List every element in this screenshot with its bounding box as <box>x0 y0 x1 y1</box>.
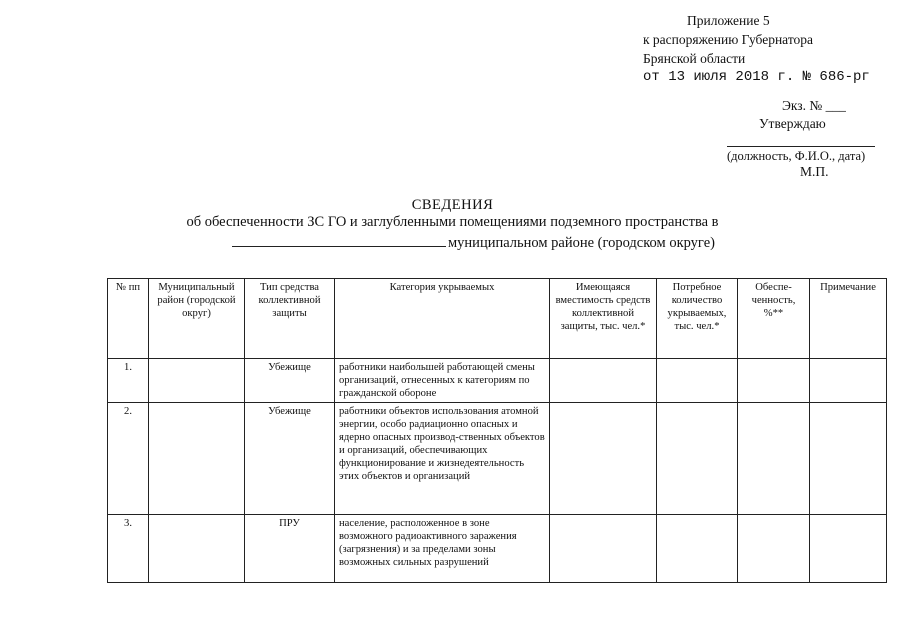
row-provision <box>738 359 810 403</box>
table-row <box>108 403 887 515</box>
annex-block <box>643 11 870 87</box>
row-note <box>810 403 887 515</box>
annex-title: Приложение 5 <box>687 13 770 28</box>
annex-date-number: от 13 июля 2018 г. № 686-рг <box>643 69 870 85</box>
row-note <box>810 515 887 583</box>
row-capacity <box>550 515 657 583</box>
row-protection-type: ПРУ <box>245 515 335 583</box>
signature-line <box>727 146 875 147</box>
row-protection-type: Убежище <box>245 359 335 403</box>
row-needed <box>657 359 738 403</box>
row-capacity <box>550 359 657 403</box>
row-provision <box>738 403 810 515</box>
district-blank <box>232 232 446 247</box>
shelter-table <box>107 278 887 583</box>
row-needed <box>657 515 738 583</box>
header-category: Категория укрываемых <box>335 279 550 359</box>
row-category: работники объектов использования атомной энергии, особо радиационно опасных и ядерно опасных производ-ственных объектов и организаций, обеспечивающих функционирование и жизнедеятельность этих объектов и организаций <box>335 403 550 515</box>
table-row <box>108 515 887 583</box>
row-category: работники наибольшей работающей смены организаций, отнесенных к категориям по гражданской обороне <box>335 359 550 403</box>
header-needed: Потребное количество укрываемых, тыс. чел.* <box>657 279 738 359</box>
annex-region: Брянской области <box>643 51 746 66</box>
header-num: № пп <box>108 279 149 359</box>
row-num: 2. <box>108 403 149 515</box>
annex-order-ref: к распоряжению Губернатора <box>643 32 814 47</box>
row-needed <box>657 403 738 515</box>
approval-label: Утверждаю <box>759 116 826 131</box>
district-caption: муниципальном районе (городском округе) <box>448 235 715 251</box>
row-district <box>149 403 245 515</box>
row-note <box>810 359 887 403</box>
header-provision: Обеспе-ченность, %** <box>738 279 810 359</box>
header-note: Примечание <box>810 279 887 359</box>
row-district <box>149 359 245 403</box>
document-heading: СВЕДЕНИЯ <box>411 197 494 213</box>
row-num: 3. <box>108 515 149 583</box>
document-subtitle: об обеспеченности ЗС ГО и заглубленными помещениями подземного пространства в <box>186 214 719 230</box>
row-num: 1. <box>108 359 149 403</box>
copy-number: Экз. № ___ <box>782 98 846 113</box>
header-protection-type: Тип средства коллективной защиты <box>245 279 335 359</box>
row-protection-type: Убежище <box>245 403 335 515</box>
table-row <box>108 359 887 403</box>
row-capacity <box>550 403 657 515</box>
seal-place: М.П. <box>800 164 829 179</box>
row-category: население, расположенное в зоне возможного радиоактивного заражения (загрязнения) и за пределами зоны возможных сильных разрушений <box>335 515 550 583</box>
header-district: Муниципальный район (городской округ) <box>149 279 245 359</box>
row-provision <box>738 515 810 583</box>
signature-hint: (должность, Ф.И.О., дата) <box>727 149 866 163</box>
document-subtitle-district <box>232 232 715 252</box>
table-header-row <box>108 279 887 359</box>
header-capacity: Имеющаяся вместимость средств коллективной защиты, тыс. чел.* <box>550 279 657 359</box>
row-district <box>149 515 245 583</box>
